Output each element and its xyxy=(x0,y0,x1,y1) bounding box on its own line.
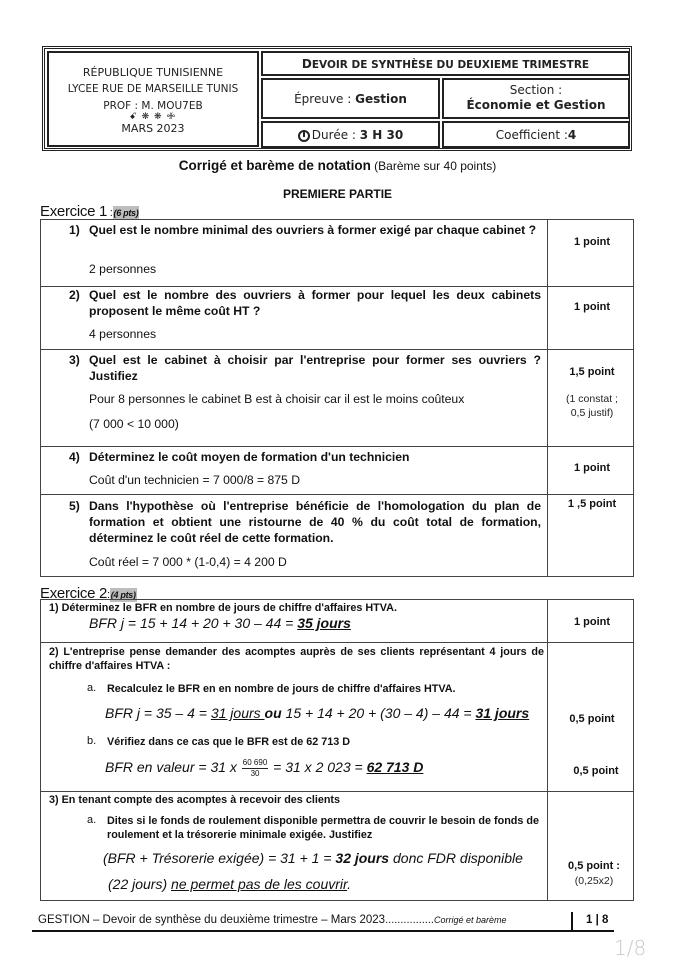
footer-rule xyxy=(32,930,614,932)
viewer-page-indicator: 1/8 xyxy=(614,936,647,960)
subject-value: Gestion xyxy=(355,92,407,106)
answer-text: Coût réel = 7 000 * (1-0,4) = 4 200 D xyxy=(89,555,287,569)
sub-question-b: Vérifiez dans ce cas que le BFR est de 62 713 D xyxy=(107,736,351,748)
exam-title: DEVOIR DE SYNTHÈSE DU DEUXIEME TRIMESTRE xyxy=(261,51,630,76)
duration-value: 3 H 30 xyxy=(359,128,404,142)
exercise1-title: Exercice 1 :(6 pts) xyxy=(40,203,139,220)
subject-cell xyxy=(261,78,440,119)
table-row: 1) Quel est le nombre minimal des ouvriers à former exigé par chaque cabinet ? 2 personnes 1 point xyxy=(41,220,633,287)
exercise2-title: Exercice 2:(4 pts) xyxy=(40,585,136,602)
page-footer: GESTION – Devoir de synthèse du deuxième trimestre – Mars 2023................Corrigé et barème xyxy=(38,914,507,926)
points-label: 0,5 point xyxy=(573,765,619,777)
ornament-icon: ꗃ ❋ ❋ ꗂ xyxy=(129,112,177,122)
section-cell xyxy=(442,78,630,119)
answer-text: Coût d'un technicien = 7 000/8 = 875 D xyxy=(89,473,301,487)
section-value: Économie et Gestion xyxy=(466,98,606,112)
points-label: 1 point xyxy=(573,616,611,628)
formula-a: BFR j = 35 – 4 = 31 jours ou 15 + 14 + 20 + (30 – 4) – 44 = 31 jours xyxy=(105,705,530,721)
sub-question-a: Recalculez le BFR en en nombre de jours de chiffre d'affaires HTVA. xyxy=(107,683,456,695)
formula-b: BFR en valeur = 31 x $\frac{60 690}{30} = 31$ x 2 023 = 62 713 D xyxy=(105,758,424,778)
answer-text: 2 personnes xyxy=(89,262,157,276)
answer-text: Pour 8 personnes le cabinet B est à choisir car il est le moins coûteux xyxy=(89,392,465,406)
points-label: 1 ,5 point xyxy=(567,498,617,510)
document-subtitle: Corrigé et barème de notation (Barème sur 40 points) xyxy=(178,158,497,173)
points-label: 0,5 point : xyxy=(568,860,620,872)
result: 35 jours xyxy=(297,615,351,631)
question-text: Quel est le nombre des ouvriers à former pour lequel les deux cabinets proposent le même coût HT ? xyxy=(89,288,541,318)
coefficient-cell xyxy=(442,121,630,148)
fraction: $\frac{60 690}{30}$ xyxy=(242,758,268,778)
footer-label: Corrigé et barème xyxy=(433,915,507,925)
points-label: 0,5 point xyxy=(569,713,615,725)
points-label: 1 point xyxy=(573,462,611,474)
formula: BFR j = 15 + 14 + 20 + 30 – 44 = 35 jours xyxy=(89,615,351,631)
question-text: Quel est le nombre minimal des ouvriers à former exigé par chaque cabinet ? xyxy=(89,223,537,237)
exam-date: MARS 2023 xyxy=(121,122,185,135)
footer-text: GESTION – Devoir de synthèse du deuxième trimestre – Mars 2023 xyxy=(38,914,386,926)
part-heading: PREMIERE PARTIE xyxy=(282,187,393,201)
exercise1-table xyxy=(40,219,634,577)
table-row: 3) Quel est le cabinet à choisir par l'entreprise pour former ses ouvriers ? Justifiez Pour 8 personnes le cabinet B est à choisir car il est le moins coûteux (7 000 < 10 000) 1,5 point (1 constat ; 0,5 justif) xyxy=(41,350,633,447)
subject-label: Épreuve : xyxy=(294,92,356,106)
answer-text: 4 personnes xyxy=(89,327,157,341)
table-row xyxy=(41,600,633,643)
points-detail: (0,25x2) xyxy=(574,875,614,887)
table-row: 2) L'entreprise pense demander des acomptes auprès de ses clients représentant 4 jours de chiffre d'affaires HTVA : a. Recalculez le BFR en en nombre de jours de chiffre d'affaires HTVA. BFR j = 35 – 4 = 31 jours ou 15 + 14 + 20 + (30 – 4) – 44 = 31 jours 0,5 point b. Vérifiez dans ce cas que le BFR est de 62 713 D BFR en valeur = 31 x $\frac{60 690}{30} = 31$ x 2 023 = 62 713 D 0,5 point xyxy=(41,643,633,792)
exercise1-points: (6 pts) xyxy=(113,208,139,218)
exercise2-table xyxy=(40,599,634,901)
question-text: Dans l'hypothèse où l'entreprise bénéficie de l'homologation du plan de formation et obtient une ristourne de 40 % du coût total de formation, déterminez le coût réel de cette formation. xyxy=(89,499,541,545)
section-label: Section : xyxy=(509,83,563,97)
sub-question-a: Dites si le fonds de roulement disponible permettra de couvrir le besoin de fonds de roulement et la trésorerie minimale exigée. Justifiez xyxy=(107,815,539,841)
points-label: 1 point xyxy=(573,301,611,313)
footer-separator xyxy=(571,912,573,930)
question-text: 2) L'entreprise pense demander des acomptes auprès de ses clients représentant 4 jours de chiffre d'affaires HTVA : xyxy=(49,646,544,672)
clock-icon xyxy=(298,130,310,142)
points-detail: (1 constat ; xyxy=(566,393,618,405)
exercise2-points: (4 pts) xyxy=(110,590,136,600)
exam-header xyxy=(42,46,632,151)
justification-line2: (22 jours) ne permet pas de les couvrir. xyxy=(108,876,352,892)
table-row: 5) Dans l'hypothèse où l'entreprise bénéficie de l'homologation du plan de formation et obtient une ristourne de 40 % du coût total de formation, déterminez le coût réel de cette formation. Coût réel = 7 000 * (1-0,4) = 4 200 D 1 ,5 point xyxy=(41,495,633,578)
teacher-name: PROF : M. MOU7EB xyxy=(103,99,203,112)
points-detail: 0,5 justif) xyxy=(570,407,614,419)
question-text: Déterminez le coût moyen de formation d'un technicien xyxy=(89,450,410,464)
question-text: 1) Déterminez le BFR en nombre de jours de chiffre d'affaires HTVA. xyxy=(49,602,397,614)
republic-label: RÉPUBLIQUE TUNISIENNE xyxy=(82,66,224,79)
table-row: 3) En tenant compte des acomptes à recevoir des clients a. Dites si le fonds de roulement disponible permettra de couvrir le besoin de fonds de roulement et la trésorerie minimale exigée. Justifiez (BFR + Trésorerie exigée) = 31 + 1 = 32 jours donc FDR disponible (22 jours) ne permet pas de les couvrir. 0,5 point : (0,25x2) xyxy=(41,792,633,902)
coefficient-value: 4 xyxy=(567,128,577,142)
duration-label: Durée : xyxy=(311,128,360,142)
table-row: 4) Déterminez le coût moyen de formation d'un technicien Coût d'un technicien = 7 000/8 = 875 D 1 point xyxy=(41,447,633,495)
table-row: 2) Quel est le nombre des ouvriers à former pour lequel les deux cabinets proposent le même coût HT ? 4 personnes 1 point xyxy=(41,287,633,350)
justification-line1: (BFR + Trésorerie exigée) = 31 + 1 = 32 jours donc FDR disponible xyxy=(103,850,523,866)
question-text: 3) En tenant compte des acomptes à recevoir des clients xyxy=(49,794,341,806)
school-name: LYCEE RUE DE MARSEILLE TUNIS xyxy=(67,83,239,95)
school-info xyxy=(47,51,259,147)
duration-cell xyxy=(261,121,440,148)
question-text: Quel est le cabinet à choisir par l'entreprise pour former ses ouvriers ? Justifiez xyxy=(89,353,541,383)
coefficient-label: Coefficient : xyxy=(495,128,568,142)
answer-justification: (7 000 < 10 000) xyxy=(89,417,179,431)
points-label: 1,5 point xyxy=(569,366,615,378)
footer-page-number: 1 | 8 xyxy=(586,914,609,926)
points-label: 1 point xyxy=(573,236,611,248)
